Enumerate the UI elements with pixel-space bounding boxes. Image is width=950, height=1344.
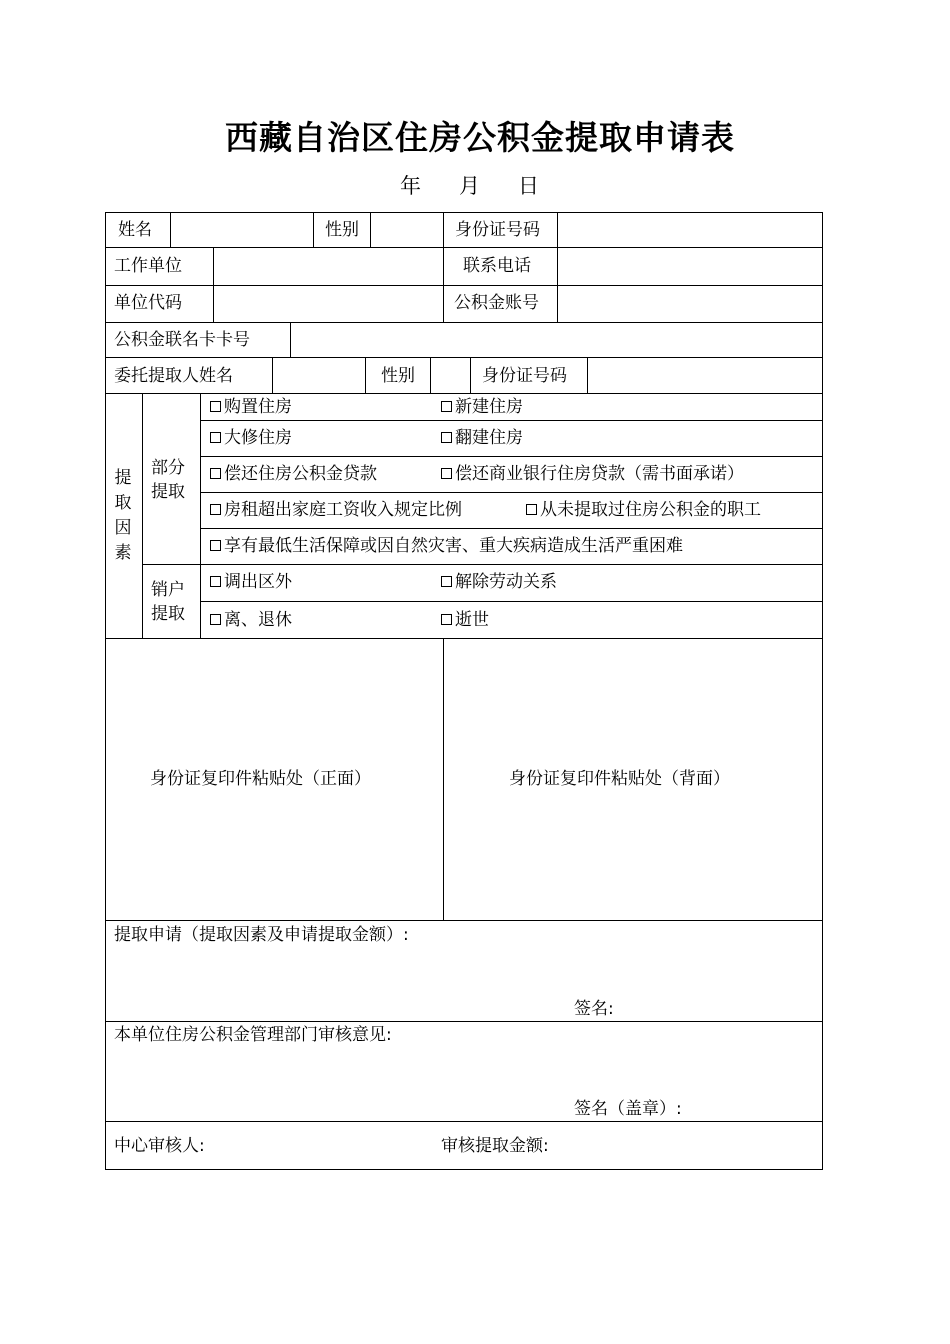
col-divider (443, 638, 444, 920)
col-divider (443, 212, 444, 322)
col-divider (313, 212, 314, 247)
row-divider (105, 1121, 822, 1122)
applicant-signature-label: 签名: (574, 999, 614, 1019)
col-divider (213, 247, 214, 322)
date-day: 日 (518, 174, 539, 198)
checkbox[interactable] (210, 614, 221, 625)
factors-label: 提取因素 (114, 468, 132, 563)
checkbox[interactable] (441, 614, 452, 625)
col-divider (587, 357, 588, 393)
option-terminate-labor[interactable]: 解除劳动关系 (441, 572, 557, 592)
option-repay-commercial-loan[interactable]: 偿还商业银行住房贷款（需书面承诺） (441, 464, 744, 484)
row-divider (200, 456, 822, 457)
row-divider (105, 357, 822, 358)
table-border-right (822, 212, 823, 1170)
unit-signature-label: 签名（盖章）: (574, 1099, 682, 1119)
agent-id-number-label: 身份证号码 (482, 366, 567, 386)
col-divider (470, 357, 471, 393)
checkbox[interactable] (210, 540, 221, 551)
option-buy-house[interactable]: 购置住房 (210, 397, 292, 417)
option-deceased[interactable]: 逝世 (441, 610, 489, 630)
col-divider (370, 212, 371, 247)
option-rebuild[interactable]: 翻建住房 (441, 428, 523, 448)
checkbox[interactable] (526, 504, 537, 515)
checkbox[interactable] (210, 504, 221, 515)
agent-gender-label: 性别 (381, 366, 415, 386)
gender-label: 性别 (325, 220, 359, 240)
row-divider (200, 528, 822, 529)
partial-withdrawal-label: 部分提取 (151, 458, 185, 502)
col-divider (272, 357, 273, 393)
name-label: 姓名 (118, 220, 152, 240)
row-divider (105, 1021, 822, 1022)
agent-name-label: 委托提取人姓名 (114, 366, 233, 386)
checkbox[interactable] (210, 576, 221, 587)
date-year: 年 (400, 174, 421, 198)
col-divider (200, 393, 201, 638)
approved-amount-label: 审核提取金额: (441, 1136, 549, 1156)
option-retire[interactable]: 离、退休 (210, 610, 292, 630)
col-divider (290, 322, 291, 357)
table-border-bottom (105, 1169, 822, 1170)
checkbox[interactable] (210, 401, 221, 412)
fund-account-label: 公积金账号 (454, 293, 539, 313)
id-number-label: 身份证号码 (455, 220, 540, 240)
work-unit-label: 工作单位 (114, 256, 182, 276)
row-divider (105, 920, 822, 921)
row-divider (142, 564, 822, 565)
date-month: 月 (459, 174, 480, 198)
table-border-left (105, 212, 106, 1169)
checkbox[interactable] (441, 576, 452, 587)
col-divider (142, 393, 143, 638)
option-major-repair[interactable]: 大修住房 (210, 428, 292, 448)
checkbox[interactable] (441, 468, 452, 479)
unit-review-label: 本单位住房公积金管理部门审核意见: (114, 1025, 392, 1045)
closing-withdrawal-label: 销户提取 (151, 580, 185, 624)
row-divider (200, 420, 822, 421)
row-divider (105, 638, 822, 639)
option-rent-exceeds[interactable]: 房租超出家庭工资收入规定比例 (210, 500, 462, 520)
form-title: 西藏自治区住房公积金提取申请表 (225, 118, 735, 157)
joint-card-label: 公积金联名卡卡号 (114, 330, 250, 350)
table-border-top (105, 212, 822, 213)
col-divider (170, 212, 171, 247)
application-label: 提取申请（提取因素及申请提取金额）: (114, 925, 409, 945)
id-copy-back-area: 身份证复印件粘贴处（背面） (509, 769, 730, 789)
option-hardship[interactable]: 享有最低生活保障或因自然灾害、重大疾病造成生活严重困难 (210, 536, 683, 556)
option-never-withdrawn[interactable]: 从未提取过住房公积金的职工 (526, 500, 761, 520)
col-divider (365, 357, 366, 393)
unit-code-label: 单位代码 (114, 293, 182, 313)
row-divider (200, 492, 822, 493)
checkbox[interactable] (210, 432, 221, 443)
col-divider (557, 212, 558, 322)
option-transfer-out[interactable]: 调出区外 (210, 572, 292, 592)
col-divider (430, 357, 431, 393)
checkbox[interactable] (441, 401, 452, 412)
center-reviewer-label: 中心审核人: (114, 1136, 205, 1156)
option-new-build[interactable]: 新建住房 (441, 397, 523, 417)
contact-phone-label: 联系电话 (463, 256, 531, 276)
date-line (400, 170, 539, 200)
option-repay-fund-loan[interactable]: 偿还住房公积金贷款 (210, 464, 377, 484)
checkbox[interactable] (210, 468, 221, 479)
row-divider (105, 393, 822, 394)
row-divider (200, 601, 822, 602)
checkbox[interactable] (441, 432, 452, 443)
id-copy-front-area: 身份证复印件粘贴处（正面） (150, 769, 371, 789)
row-divider (105, 322, 822, 323)
